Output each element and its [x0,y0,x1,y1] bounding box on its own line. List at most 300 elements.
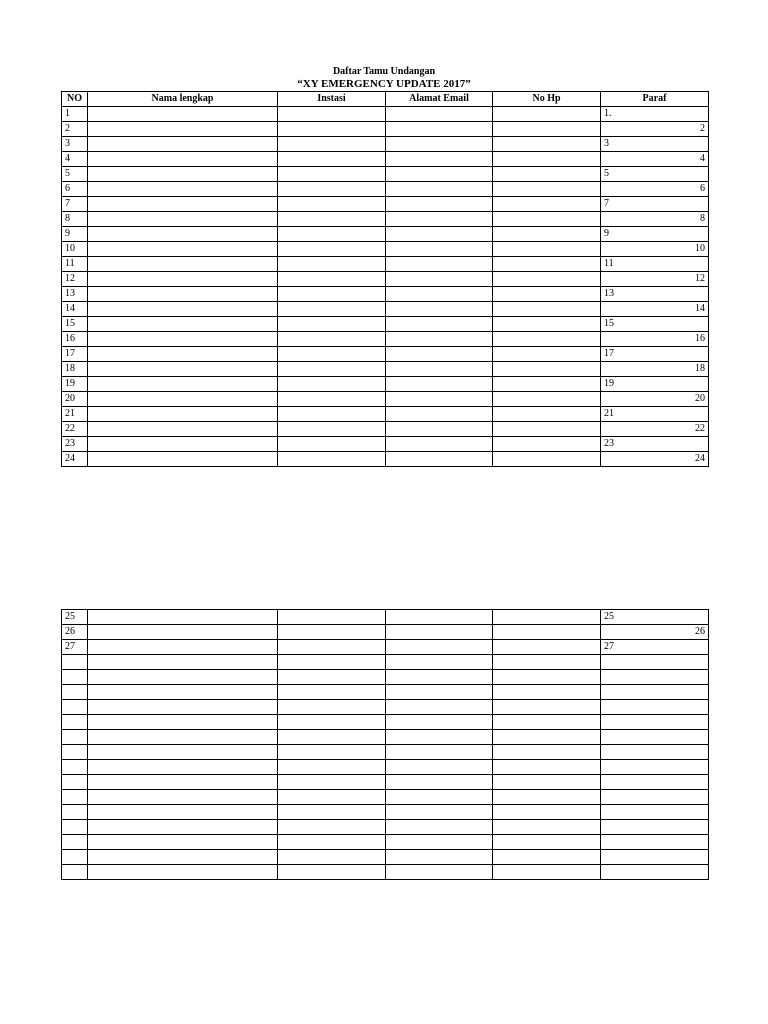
instasi-cell[interactable] [278,865,386,880]
email-cell[interactable] [386,685,493,700]
nama-cell[interactable] [88,700,278,715]
row-number [62,775,88,790]
instasi-cell[interactable] [278,640,386,655]
row-number: 2 [62,122,88,137]
paraf-cell[interactable]: 23 [601,437,709,452]
col-header-nama: Nama lengkap [88,92,278,107]
row-number [62,715,88,730]
email-cell[interactable] [386,670,493,685]
row-number [62,865,88,880]
nama-cell[interactable] [88,257,278,272]
email-cell[interactable] [386,242,493,257]
email-cell[interactable] [386,865,493,880]
nama-cell[interactable] [88,437,278,452]
paraf-cell[interactable] [601,685,709,700]
paraf-cell[interactable]: 5 [601,167,709,182]
email-cell[interactable] [386,287,493,302]
email-cell[interactable] [386,137,493,152]
nama-cell[interactable] [88,610,278,625]
nohp-cell[interactable] [493,625,601,640]
email-cell[interactable] [386,122,493,137]
paraf-cell[interactable] [601,790,709,805]
table-row [62,377,709,392]
table-row [62,287,709,302]
nohp-cell[interactable] [493,452,601,467]
nama-cell[interactable] [88,775,278,790]
table-row [62,775,709,790]
nama-cell[interactable] [88,332,278,347]
table-row [62,152,709,167]
row-number: 18 [62,362,88,377]
row-number [62,685,88,700]
email-cell[interactable] [386,182,493,197]
paraf-cell[interactable] [601,760,709,775]
nama-cell[interactable] [88,835,278,850]
paraf-cell[interactable]: 13 [601,287,709,302]
nama-cell[interactable] [88,850,278,865]
email-cell[interactable] [386,347,493,362]
nama-cell[interactable] [88,730,278,745]
row-number [62,760,88,775]
table-row [62,452,709,467]
nama-cell[interactable] [88,640,278,655]
event-title: “XY EMERGENCY UPDATE 2017” [297,78,471,90]
paraf-cell[interactable]: 15 [601,317,709,332]
nama-cell[interactable] [88,715,278,730]
table-row [62,302,709,317]
paraf-cell[interactable]: 21 [601,407,709,422]
email-cell[interactable] [386,107,493,122]
instasi-cell[interactable] [278,422,386,437]
nohp-cell[interactable] [493,152,601,167]
email-cell[interactable] [386,422,493,437]
paraf-cell[interactable]: 12 [601,272,709,287]
nohp-cell[interactable] [493,317,601,332]
nohp-cell[interactable] [493,122,601,137]
nohp-cell[interactable] [493,790,601,805]
email-cell[interactable] [386,730,493,745]
instasi-cell[interactable] [278,347,386,362]
nama-cell[interactable] [88,107,278,122]
instasi-cell[interactable] [278,182,386,197]
nohp-cell[interactable] [493,865,601,880]
nama-cell[interactable] [88,287,278,302]
table-row [62,625,709,640]
paraf-cell[interactable] [601,820,709,835]
table-row [62,715,709,730]
nohp-cell[interactable] [493,302,601,317]
nama-cell[interactable] [88,302,278,317]
paraf-cell[interactable]: 24 [601,452,709,467]
table-row [62,437,709,452]
email-cell[interactable] [386,272,493,287]
paraf-cell[interactable]: 20 [601,392,709,407]
row-number [62,835,88,850]
table-row [62,700,709,715]
paraf-cell[interactable] [601,805,709,820]
nohp-cell[interactable] [493,227,601,242]
row-number: 17 [62,347,88,362]
instasi-cell[interactable] [278,272,386,287]
instasi-cell[interactable] [278,197,386,212]
instasi-cell[interactable] [278,850,386,865]
instasi-cell[interactable] [278,302,386,317]
row-number: 5 [62,167,88,182]
email-cell[interactable] [386,152,493,167]
nama-cell[interactable] [88,407,278,422]
paraf-cell[interactable] [601,715,709,730]
table-row [62,182,709,197]
table-row [62,392,709,407]
email-cell[interactable] [386,257,493,272]
email-cell[interactable] [386,302,493,317]
paraf-cell[interactable] [601,655,709,670]
email-cell[interactable] [386,850,493,865]
instasi-cell[interactable] [278,805,386,820]
instasi-cell[interactable] [278,257,386,272]
row-number: 3 [62,137,88,152]
email-cell[interactable] [386,790,493,805]
instasi-cell[interactable] [278,107,386,122]
row-number: 1 [62,107,88,122]
paraf-cell[interactable] [601,865,709,880]
nama-cell[interactable] [88,122,278,137]
email-cell[interactable] [386,377,493,392]
table-row [62,122,709,137]
nohp-cell[interactable] [493,715,601,730]
email-cell[interactable] [386,452,493,467]
nohp-cell[interactable] [493,377,601,392]
nama-cell[interactable] [88,362,278,377]
row-number [62,805,88,820]
email-cell[interactable] [386,197,493,212]
table-row [62,137,709,152]
paraf-cell[interactable]: 6 [601,182,709,197]
nohp-cell[interactable] [493,760,601,775]
paraf-cell[interactable]: 1. [601,107,709,122]
nohp-cell[interactable] [493,775,601,790]
nohp-cell[interactable] [493,167,601,182]
email-cell[interactable] [386,715,493,730]
nama-cell[interactable] [88,452,278,467]
email-cell[interactable] [386,640,493,655]
nohp-cell[interactable] [493,422,601,437]
table-row [62,790,709,805]
paraf-cell[interactable]: 7 [601,197,709,212]
row-number: 7 [62,197,88,212]
row-number [62,820,88,835]
nama-cell[interactable] [88,182,278,197]
row-number: 9 [62,227,88,242]
table-row [62,422,709,437]
row-number: 27 [62,640,88,655]
nama-cell[interactable] [88,685,278,700]
row-number [62,700,88,715]
table-header-row [62,92,709,107]
table-row [62,167,709,182]
row-number: 24 [62,452,88,467]
instasi-cell[interactable] [278,715,386,730]
instasi-cell[interactable] [278,452,386,467]
table-row [62,407,709,422]
row-number [62,790,88,805]
nohp-cell[interactable] [493,745,601,760]
col-header-no: NO [62,92,88,107]
nama-cell[interactable] [88,745,278,760]
nohp-cell[interactable] [493,347,601,362]
instasi-cell[interactable] [278,332,386,347]
row-number [62,745,88,760]
row-number: 11 [62,257,88,272]
instasi-cell[interactable] [278,137,386,152]
email-cell[interactable] [386,775,493,790]
nama-cell[interactable] [88,655,278,670]
nohp-cell[interactable] [493,730,601,745]
paraf-cell[interactable] [601,670,709,685]
nohp-cell[interactable] [493,640,601,655]
paraf-cell[interactable]: 18 [601,362,709,377]
nohp-cell[interactable] [493,805,601,820]
email-cell[interactable] [386,760,493,775]
table-row [62,362,709,377]
nama-cell[interactable] [88,242,278,257]
email-cell[interactable] [386,700,493,715]
document-title: Daftar Tamu Undangan [332,66,436,77]
row-number: 13 [62,287,88,302]
nama-cell[interactable] [88,152,278,167]
email-cell[interactable] [386,212,493,227]
nama-cell[interactable] [88,422,278,437]
paraf-cell[interactable] [601,745,709,760]
paraf-cell[interactable] [601,700,709,715]
nama-cell[interactable] [88,670,278,685]
table-row [62,640,709,655]
row-number: 14 [62,302,88,317]
guest-table-page2 [61,609,709,880]
email-cell[interactable] [386,820,493,835]
paraf-cell[interactable]: 14 [601,302,709,317]
instasi-cell[interactable] [278,820,386,835]
paraf-cell[interactable]: 8 [601,212,709,227]
nama-cell[interactable] [88,317,278,332]
email-cell[interactable] [386,805,493,820]
instasi-cell[interactable] [278,377,386,392]
row-number [62,655,88,670]
nohp-cell[interactable] [493,685,601,700]
table-row [62,670,709,685]
table-row [62,197,709,212]
instasi-cell[interactable] [278,122,386,137]
instasi-cell[interactable] [278,212,386,227]
nohp-cell[interactable] [493,655,601,670]
nohp-cell[interactable] [493,197,601,212]
paraf-cell[interactable]: 4 [601,152,709,167]
email-cell[interactable] [386,317,493,332]
row-number: 6 [62,182,88,197]
col-header-instasi: Instasi [278,92,386,107]
instasi-cell[interactable] [278,167,386,182]
instasi-cell[interactable] [278,745,386,760]
row-number: 12 [62,272,88,287]
row-number: 26 [62,625,88,640]
instasi-cell[interactable] [278,775,386,790]
nohp-cell[interactable] [493,107,601,122]
paraf-cell[interactable]: 26 [601,625,709,640]
paraf-cell[interactable]: 9 [601,227,709,242]
nama-cell[interactable] [88,392,278,407]
table-row [62,317,709,332]
instasi-cell[interactable] [278,392,386,407]
email-cell[interactable] [386,655,493,670]
nama-cell[interactable] [88,820,278,835]
nama-cell[interactable] [88,805,278,820]
nohp-cell[interactable] [493,182,601,197]
nohp-cell[interactable] [493,610,601,625]
table-row [62,745,709,760]
instasi-cell[interactable] [278,317,386,332]
row-number: 10 [62,242,88,257]
col-header-email: Alamat Email [386,92,493,107]
nama-cell[interactable] [88,227,278,242]
nohp-cell[interactable] [493,137,601,152]
nama-cell[interactable] [88,212,278,227]
paraf-cell[interactable]: 3 [601,137,709,152]
table-row [62,107,709,122]
paraf-cell[interactable]: 10 [601,242,709,257]
row-number: 25 [62,610,88,625]
nama-cell[interactable] [88,347,278,362]
paraf-cell[interactable] [601,730,709,745]
nama-cell[interactable] [88,377,278,392]
instasi-cell[interactable] [278,152,386,167]
paraf-cell[interactable] [601,850,709,865]
nama-cell[interactable] [88,167,278,182]
col-header-nohp: No Hp [493,92,601,107]
row-number: 21 [62,407,88,422]
email-cell[interactable] [386,227,493,242]
email-cell[interactable] [386,407,493,422]
nohp-cell[interactable] [493,242,601,257]
row-number [62,670,88,685]
nohp-cell[interactable] [493,212,601,227]
email-cell[interactable] [386,625,493,640]
table-row [62,227,709,242]
instasi-cell[interactable] [278,835,386,850]
email-cell[interactable] [386,392,493,407]
nohp-cell[interactable] [493,437,601,452]
email-cell[interactable] [386,745,493,760]
paraf-cell[interactable]: 19 [601,377,709,392]
paraf-cell[interactable] [601,775,709,790]
paraf-cell[interactable] [601,835,709,850]
instasi-cell[interactable] [278,242,386,257]
instasi-cell[interactable] [278,730,386,745]
paraf-cell[interactable]: 25 [601,610,709,625]
instasi-cell[interactable] [278,610,386,625]
table-row [62,730,709,745]
row-number [62,730,88,745]
table-row [62,332,709,347]
instasi-cell[interactable] [278,790,386,805]
table-row [62,850,709,865]
table-row [62,257,709,272]
table-row [62,820,709,835]
instasi-cell[interactable] [278,227,386,242]
table-row [62,610,709,625]
row-number: 8 [62,212,88,227]
row-number [62,850,88,865]
row-number: 19 [62,377,88,392]
email-cell[interactable] [386,835,493,850]
table-row [62,760,709,775]
instasi-cell[interactable] [278,437,386,452]
table-row [62,685,709,700]
email-cell[interactable] [386,167,493,182]
paraf-cell[interactable]: 2 [601,122,709,137]
table-row [62,272,709,287]
nohp-cell[interactable] [493,392,601,407]
instasi-cell[interactable] [278,362,386,377]
nohp-cell[interactable] [493,820,601,835]
row-number: 4 [62,152,88,167]
nohp-cell[interactable] [493,362,601,377]
email-cell[interactable] [386,332,493,347]
nohp-cell[interactable] [493,257,601,272]
nohp-cell[interactable] [493,287,601,302]
nama-cell[interactable] [88,865,278,880]
nohp-cell[interactable] [493,700,601,715]
instasi-cell[interactable] [278,625,386,640]
instasi-cell[interactable] [278,700,386,715]
nama-cell[interactable] [88,625,278,640]
row-number: 15 [62,317,88,332]
table-row [62,835,709,850]
nohp-cell[interactable] [493,407,601,422]
paraf-cell[interactable]: 11 [601,257,709,272]
instasi-cell[interactable] [278,407,386,422]
nohp-cell[interactable] [493,850,601,865]
col-header-paraf: Paraf [601,92,709,107]
row-number: 22 [62,422,88,437]
nohp-cell[interactable] [493,835,601,850]
paraf-cell[interactable]: 22 [601,422,709,437]
nama-cell[interactable] [88,137,278,152]
instasi-cell[interactable] [278,655,386,670]
row-number: 20 [62,392,88,407]
email-cell[interactable] [386,610,493,625]
paraf-cell[interactable]: 17 [601,347,709,362]
nama-cell[interactable] [88,760,278,775]
nama-cell[interactable] [88,197,278,212]
row-number: 16 [62,332,88,347]
nama-cell[interactable] [88,790,278,805]
instasi-cell[interactable] [278,287,386,302]
table-row [62,212,709,227]
instasi-cell[interactable] [278,670,386,685]
paraf-cell[interactable]: 16 [601,332,709,347]
instasi-cell[interactable] [278,760,386,775]
nohp-cell[interactable] [493,670,601,685]
instasi-cell[interactable] [278,685,386,700]
guest-table-page1 [61,91,709,467]
nama-cell[interactable] [88,272,278,287]
paraf-cell[interactable]: 27 [601,640,709,655]
row-number: 23 [62,437,88,452]
nohp-cell[interactable] [493,332,601,347]
nohp-cell[interactable] [493,272,601,287]
email-cell[interactable] [386,362,493,377]
email-cell[interactable] [386,437,493,452]
